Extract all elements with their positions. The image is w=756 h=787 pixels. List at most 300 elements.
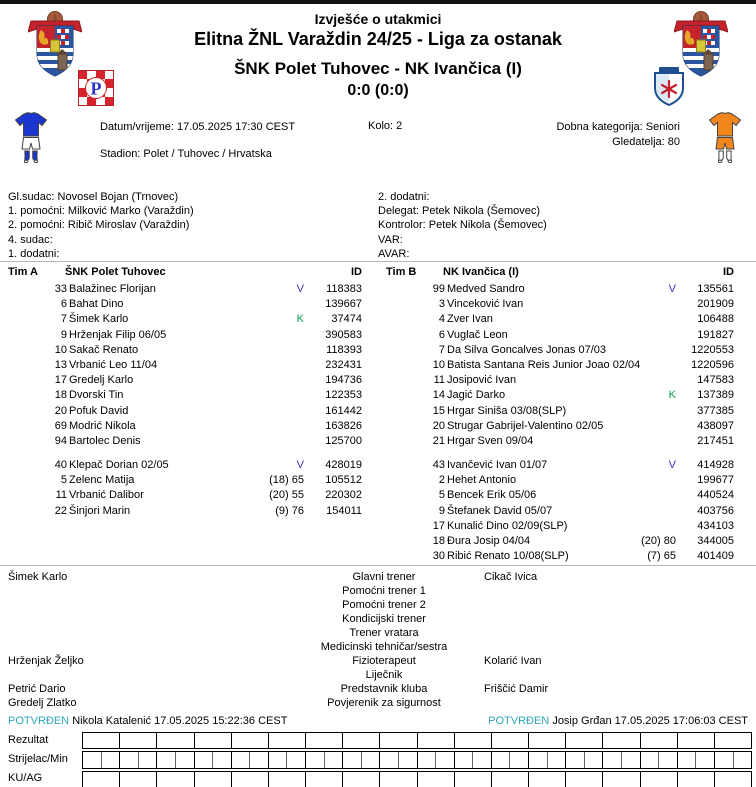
player-row: [8, 504, 362, 519]
grid-cell: [529, 772, 566, 787]
player-name: Ivančević Ivan 01/07: [447, 459, 548, 472]
player-name: Gredelj Karlo: [69, 374, 134, 387]
substitution-info: (18) 65: [269, 474, 304, 487]
player-id: 161442: [325, 404, 362, 417]
player-number: 7: [60, 313, 67, 326]
player-number: 18: [432, 535, 445, 547]
team-b-roster: [378, 265, 756, 565]
grid-row-label: KU/AG: [8, 772, 43, 784]
player-number: 30: [432, 550, 445, 563]
goalkeeper-badge: V: [668, 283, 676, 295]
grid-cell: [157, 772, 194, 787]
match-title: ŠNK Polet Tuhovec - NK Ivančica (I): [234, 59, 522, 78]
grid-cell-half: [733, 752, 752, 768]
grid-cell-half: [472, 752, 491, 768]
player-id: 344005: [697, 535, 734, 547]
staff-away-name: Kolarić Ivan: [484, 655, 542, 667]
staff-row: [0, 570, 756, 584]
grid-cell: [603, 772, 640, 787]
player-id: 106488: [697, 313, 734, 326]
player-name: Zelenc Matija: [69, 474, 135, 487]
player-name: Sakač Renato: [69, 343, 139, 356]
player-name: Vrbanić Leo 11/04: [69, 358, 158, 371]
home-confirmed-status: POTVRĐEN: [8, 715, 70, 727]
player-id: 105512: [325, 474, 362, 487]
staff-role-label: Kondicijski trener: [342, 613, 426, 625]
player-status: [608, 282, 676, 297]
official-entry: 1. dodatni:: [8, 247, 60, 260]
player-row: [386, 419, 734, 434]
player-row: [8, 343, 362, 358]
staff-role-label: Medicinski tehničar/sestra: [320, 641, 448, 653]
grid-cell: [678, 752, 715, 768]
substitution-info: (20) 80: [641, 535, 676, 547]
substitutes-list: [8, 458, 362, 519]
grid-cell: [641, 752, 678, 768]
grid-cell-half: [603, 752, 621, 768]
player-name: Štefanek David 05/07: [447, 504, 553, 517]
player-name: Hrženjak Filip 06/05: [69, 328, 167, 341]
grid-cell: [566, 772, 603, 787]
grid-cell-half: [232, 752, 250, 768]
grid-cell-half: [678, 752, 696, 768]
grid-cell: [641, 772, 678, 787]
official-entry: Gl.sudac: Novosel Bojan (Trnovec): [8, 191, 179, 203]
staff-home-name: [0, 584, 284, 598]
grid-cell: [455, 733, 492, 748]
grid-cell-half: [621, 752, 640, 768]
grid-cell: [83, 733, 120, 748]
staff-role-label: Povjerenik za sigurnost: [327, 697, 441, 709]
staff-role-label: Liječnik: [365, 669, 403, 681]
home-kit-icon: [13, 112, 49, 164]
player-row: [8, 328, 362, 343]
player-row: [386, 519, 734, 534]
grid-cell-half: [715, 752, 733, 768]
substitution-info: (20) 55: [269, 489, 304, 502]
home-club-badge-icon: [78, 70, 114, 106]
player-row: [8, 358, 362, 373]
grid-cell-half: [286, 752, 305, 768]
grid-cell: [566, 733, 603, 748]
grid-cell: [603, 752, 640, 768]
player-id: 118383: [326, 283, 362, 295]
grid-cell: [120, 752, 157, 768]
player-name: Strugar Gabrijel-Valentino 02/05: [447, 419, 604, 432]
player-row: [386, 388, 734, 403]
staff-row: [0, 626, 756, 640]
player-name: Pofuk David: [69, 404, 129, 417]
player-id: 440524: [697, 489, 734, 502]
grid-cell: [715, 733, 751, 748]
staff-row: [0, 584, 756, 598]
player-number: 22: [54, 504, 67, 517]
grid-cell-half: [418, 752, 436, 768]
grid-cell: [232, 772, 269, 787]
grid-cell-half: [398, 752, 417, 768]
grid-cell-half: [435, 752, 454, 768]
grid-cell-half: [361, 752, 380, 768]
player-id: 232431: [325, 358, 362, 371]
rosters-section: [0, 262, 756, 565]
grid-cell-half: [212, 752, 231, 768]
starters-list: [386, 282, 734, 449]
player-row: [386, 358, 734, 373]
grid-cell-half: [120, 752, 138, 768]
player-name: Josipović Ivan: [447, 374, 517, 387]
player-status: [608, 549, 676, 564]
player-number: 69: [54, 419, 67, 432]
player-row: [386, 404, 734, 419]
grid-cell: [157, 752, 194, 768]
grid-cell: [306, 772, 343, 787]
starters-list: [8, 282, 362, 449]
player-number: 20: [54, 404, 67, 417]
goalkeeper-badge: V: [296, 283, 304, 295]
grid-cell: [529, 733, 566, 748]
staff-role-label: Pomoćni trener 1: [342, 585, 426, 597]
player-number: 9: [60, 328, 67, 341]
player-row: [386, 312, 734, 327]
player-row: [386, 297, 734, 312]
grid-cell-half: [324, 752, 343, 768]
substitutes-list: [386, 458, 734, 564]
staff-row: [0, 668, 756, 682]
player-number: 17: [432, 519, 445, 532]
staff-section: [0, 566, 756, 710]
player-name: Modrić Nikola: [69, 419, 136, 432]
grid-cell: [195, 733, 232, 748]
goalkeeper-badge: V: [668, 459, 676, 472]
player-row: [386, 534, 734, 549]
player-id: 154011: [326, 504, 362, 517]
player-name: Balažinec Florijan: [69, 283, 156, 295]
player-name: Hehet Antonio: [447, 474, 517, 487]
player-row: [8, 373, 362, 388]
player-row: [8, 434, 362, 449]
home-confirmation-text: Nikola Katalenić 17.05.2025 15:22:36 CEST: [72, 715, 288, 727]
svg-text:P: P: [90, 78, 102, 99]
player-number: 5: [438, 489, 445, 502]
player-number: 10: [432, 358, 445, 371]
player-id: 163826: [325, 419, 362, 432]
captain-badge: K: [296, 313, 304, 326]
player-id: 194736: [325, 374, 362, 387]
player-name: Dvorski Tin: [69, 389, 124, 402]
player-name: Bahat Dino: [69, 298, 124, 311]
staff-away-name: [484, 612, 756, 626]
player-number: 3: [438, 298, 445, 311]
player-status: [608, 534, 676, 549]
staff-away-name: [484, 584, 756, 598]
grid-cell: [306, 752, 343, 768]
result-grid-labels: [0, 732, 82, 787]
player-name: Ribić Renato 10/08(SLP): [447, 550, 569, 563]
grid-cell-half: [175, 752, 194, 768]
official-entry: 2. dodatni:: [378, 191, 430, 203]
grid-cell: [418, 772, 455, 787]
player-id: 1220596: [691, 358, 734, 371]
player-number: 17: [54, 374, 67, 387]
player-number: 18: [54, 389, 67, 402]
staff-home-name: Gredelj Zlatko: [8, 697, 77, 709]
grid-cell-half: [509, 752, 528, 768]
report-header: [0, 4, 756, 110]
player-id: 220302: [325, 489, 362, 502]
match-datetime: Datum/vrijeme: 17.05.2025 17:30 CEST: [100, 121, 296, 133]
staff-role-label: Fizioterapeut: [352, 655, 416, 667]
grid-cell-half: [547, 752, 566, 768]
player-id: 135561: [697, 283, 734, 295]
grid-cell-half: [101, 752, 120, 768]
staff-home-name: Šimek Karlo: [8, 571, 68, 583]
player-number: 14: [432, 389, 445, 402]
player-number: 10: [54, 343, 67, 356]
match-info-row: [0, 110, 756, 186]
grid-cell: [380, 772, 417, 787]
player-status: [236, 504, 304, 519]
match-round: Kolo: 2: [368, 120, 403, 132]
player-number: 11: [55, 489, 67, 502]
player-number: 15: [432, 404, 445, 417]
player-row: [386, 488, 734, 503]
staff-row: [0, 612, 756, 626]
away-club-badge-icon: [652, 66, 686, 106]
team-header: [8, 265, 362, 282]
player-name: Vrbanić Dalibor: [69, 489, 144, 502]
grid-cell: [269, 772, 306, 787]
officials-left-column: [8, 190, 378, 261]
player-id: 191827: [697, 328, 734, 341]
grid-cell: [269, 733, 306, 748]
player-id: 377385: [697, 404, 734, 417]
grid-cell: [418, 752, 455, 768]
staff-row: [0, 654, 756, 668]
grid-cell: [380, 733, 417, 748]
player-name: Đura Josip 04/04: [447, 535, 531, 547]
grid-row-label: Strijelac/Min: [8, 753, 68, 765]
player-id: 37474: [331, 313, 362, 326]
player-status: [236, 473, 304, 488]
official-entry: 1. pomoćni: Milković Marko (Varaždin): [8, 205, 194, 218]
report-title: Izvješće o utakmici: [314, 11, 442, 27]
player-name: Hrgar Sven 09/04: [447, 434, 534, 447]
player-name: Vinceković Ivan: [447, 298, 524, 311]
grid-cell: [492, 752, 529, 768]
grid-cell: [343, 772, 380, 787]
official-entry: 4. sudac:: [8, 233, 53, 246]
grid-cell-half: [492, 752, 510, 768]
grid-cell-half: [343, 752, 361, 768]
player-name: Bartolec Denis: [69, 434, 141, 447]
player-name: Da Silva Goncalves Jonas 07/03: [447, 343, 606, 356]
staff-home-name: [0, 598, 284, 612]
grid-cell: [715, 772, 751, 787]
grid-row: [82, 732, 752, 749]
staff-role-label: Glavni trener: [352, 571, 416, 583]
staff-row: [0, 682, 756, 696]
player-row: [8, 404, 362, 419]
substitution-info: (7) 65: [647, 550, 676, 563]
age-category: Dobna kategorija: Seniori: [556, 121, 680, 133]
official-entry: VAR:: [378, 233, 403, 246]
player-id: 147583: [697, 374, 734, 387]
grid-cell: [269, 752, 306, 768]
grid-cell: [492, 733, 529, 748]
staff-row: [0, 640, 756, 654]
official-entry: AVAR:: [378, 247, 410, 260]
grid-cell: [195, 752, 232, 768]
staff-role-label: Pomoćni trener 2: [342, 599, 426, 611]
grid-cell: [715, 752, 751, 768]
player-number: 11: [433, 374, 445, 387]
player-id: 434103: [697, 519, 734, 532]
grid-cell-half: [529, 752, 547, 768]
team-label: Tim A: [8, 266, 38, 278]
team-a-roster: [0, 265, 378, 565]
grid-row: [82, 751, 752, 769]
player-number: 40: [54, 459, 67, 472]
staff-row: [0, 598, 756, 612]
grid-cell: [492, 772, 529, 787]
grid-cell: [603, 733, 640, 748]
player-number: 20: [432, 419, 445, 432]
staff-home-name: [0, 612, 284, 626]
grid-cell-half: [641, 752, 659, 768]
player-number: 9: [438, 504, 445, 517]
grid-row-label: Rezultat: [8, 734, 49, 746]
player-row: [386, 504, 734, 519]
result-grid-section: [0, 732, 756, 787]
grid-cell-half: [455, 752, 473, 768]
player-row: [386, 458, 734, 473]
grid-cell: [83, 752, 120, 768]
player-row: [386, 434, 734, 449]
attendance: Gledatelja: 80: [612, 136, 680, 148]
player-status: [608, 458, 676, 473]
player-id: 403756: [697, 504, 734, 517]
player-number: 94: [54, 434, 67, 447]
player-id: 217451: [697, 434, 734, 447]
player-number: 43: [432, 459, 445, 472]
official-entry: Kontrolor: Petek Nikola (Šemovec): [378, 219, 547, 232]
grid-cell: [455, 772, 492, 787]
goalkeeper-badge: V: [296, 459, 304, 472]
staff-role-label: Predstavnik kluba: [340, 683, 428, 695]
staff-away-name: Cikač Ivica: [484, 571, 538, 583]
player-name: Klepač Dorian 02/05: [69, 459, 169, 472]
player-status: [236, 488, 304, 503]
player-row: [8, 419, 362, 434]
player-number: 2: [438, 474, 445, 487]
grid-cell: [678, 772, 715, 787]
away-kit-icon: [707, 112, 743, 164]
player-row: [386, 473, 734, 488]
staff-home-name: Petrić Dario: [8, 683, 66, 695]
player-row: [386, 343, 734, 358]
staff-home-name: [0, 640, 284, 654]
grid-cell: [195, 772, 232, 787]
official-entry: Delegat: Petek Nikola (Šemovec): [378, 205, 541, 218]
staff-away-name: [484, 668, 756, 682]
staff-away-name: [484, 598, 756, 612]
player-id: 401409: [697, 550, 734, 563]
player-status: [608, 388, 676, 403]
player-name: Bencek Erik 05/06: [447, 489, 537, 502]
grid-cell: [120, 772, 157, 787]
player-status: [236, 458, 304, 473]
player-row: [8, 458, 362, 473]
player-id: 137389: [697, 389, 734, 402]
staff-away-name: [484, 640, 756, 654]
player-id: 199677: [697, 474, 734, 487]
grid-cell: [120, 733, 157, 748]
county-crest-icon: [28, 10, 82, 80]
player-number: 21: [432, 434, 445, 447]
officials-right-column: [378, 190, 547, 261]
grid-cell-half: [269, 752, 287, 768]
grid-cell-half: [658, 752, 677, 768]
grid-cell-half: [584, 752, 603, 768]
staff-role-label: Trener vratara: [349, 627, 419, 639]
player-name: Šimek Karlo: [69, 313, 129, 326]
grid-cell-half: [306, 752, 324, 768]
grid-cell: [529, 752, 566, 768]
grid-cell-half: [83, 752, 101, 768]
player-name: Hrgar Siniša 03/08(SLP): [447, 404, 567, 417]
player-name: Jagić Darko: [447, 389, 506, 402]
team-name: ŠNK Polet Tuhovec: [65, 266, 166, 278]
grid-cell-half: [566, 752, 584, 768]
player-row: [8, 282, 362, 297]
player-status: [236, 282, 304, 297]
player-id: 414928: [697, 459, 734, 472]
team-header: [386, 265, 734, 282]
grid-cell: [343, 733, 380, 748]
staff-away-name: [484, 626, 756, 640]
grid-cell: [232, 733, 269, 748]
match-meta: [556, 120, 680, 150]
confirmation-away: [488, 715, 748, 729]
grid-cell-half: [138, 752, 157, 768]
player-id: 125700: [325, 434, 362, 447]
staff-away-name: Friščić Damir: [484, 683, 549, 695]
match-stadium: Stadion: Polet / Tuhovec / Hrvatska: [100, 148, 272, 160]
staff-home-name: [0, 668, 284, 682]
captain-badge: K: [668, 389, 676, 402]
staff-row: [0, 696, 756, 710]
player-id: 390583: [325, 328, 362, 341]
player-row: [386, 282, 734, 297]
player-id: 122353: [325, 389, 362, 402]
player-id: 201909: [697, 298, 734, 311]
grid-cell: [641, 733, 678, 748]
player-name: Vuglač Leon: [447, 328, 508, 341]
confirmation-row: [0, 710, 756, 729]
away-confirmation-text: Josip Grđan 17.05.2025 17:06:03 CEST: [552, 715, 748, 727]
player-row: [8, 312, 362, 327]
player-number: 4: [438, 313, 445, 326]
player-id: 428019: [325, 459, 362, 472]
grid-cell: [566, 752, 603, 768]
player-id: 1220553: [691, 343, 734, 356]
team-label: Tim B: [386, 266, 417, 278]
player-name: Zver Ivan: [447, 313, 493, 326]
result-grid: [82, 732, 752, 787]
staff-home-name: [0, 626, 284, 640]
grid-row: [82, 771, 752, 787]
official-entry: 2. pomoćni: Ribič Miroslav (Varaždin): [8, 219, 190, 232]
